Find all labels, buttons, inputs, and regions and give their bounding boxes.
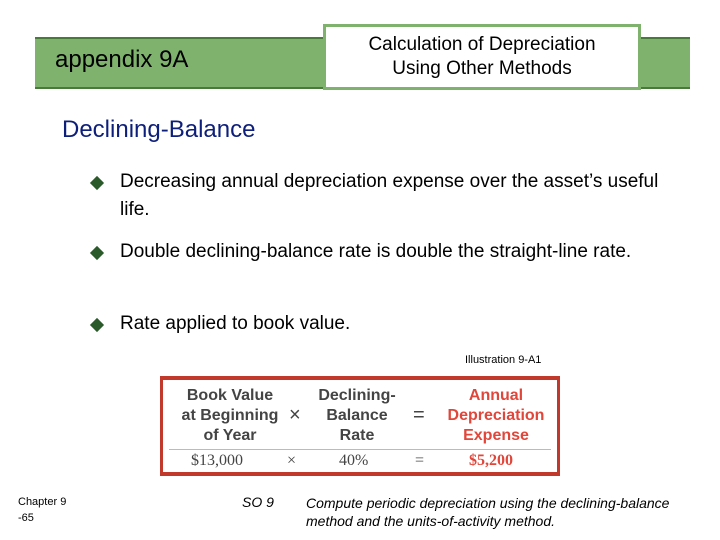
- slide-title-line2: Using Other Methods: [392, 58, 572, 79]
- rate-value: 40%: [339, 452, 369, 469]
- formula-term-rate: Declining- Balance Rate: [318, 387, 396, 444]
- formula-illustration: [160, 376, 560, 476]
- equals-operator: =: [415, 452, 425, 469]
- section-title: Declining-Balance: [62, 116, 256, 143]
- slide-title-line1: Calculation of Depreciation: [368, 34, 596, 55]
- diamond-bullet-icon: [90, 318, 104, 332]
- slide-title-box: [323, 24, 641, 90]
- multiply-operator: ×: [287, 452, 297, 469]
- diamond-bullet-icon: [90, 246, 104, 260]
- bullet-text: Decreasing annual depreciation expense over the asset’s useful life.: [120, 171, 659, 220]
- appendix-label: appendix 9A: [55, 46, 189, 73]
- bullet-text: Rate applied to book value.: [120, 313, 351, 334]
- bullet-text: Double declining-balance rate is double the straight-line rate.: [120, 241, 632, 262]
- study-objective-number: SO 9: [242, 494, 274, 510]
- expense-amount: $5,200: [469, 452, 513, 469]
- diamond-bullet-icon: [90, 176, 104, 190]
- formula-divider: [169, 449, 551, 450]
- book-value-amount: $13,000: [191, 452, 243, 469]
- illustration-label: Illustration 9-A1: [465, 354, 542, 366]
- multiply-operator: ×: [289, 404, 301, 426]
- study-objective-text: Compute periodic depreciation using the declining-balance method and the units-of-activity method.: [306, 495, 670, 529]
- equals-operator: =: [413, 404, 425, 426]
- formula-term-expense: Annual Depreciation Expense: [447, 387, 545, 444]
- chapter-reference: Chapter 9 -65: [18, 496, 67, 524]
- formula-term-book-value: Book Value at Beginning of Year: [181, 387, 279, 444]
